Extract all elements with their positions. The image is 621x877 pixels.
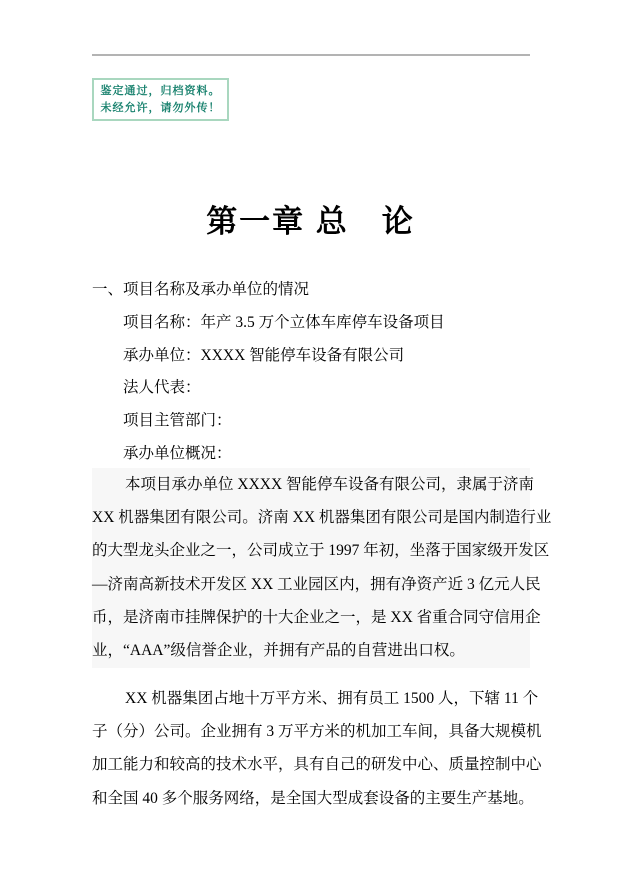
field-undertaker: 承办单位：XXXX 智能停车设备有限公司 [123, 346, 405, 364]
field-competent-department: 项目主管部门： [123, 412, 232, 430]
paragraph-line: XX 机器集团有限公司。济南 XX 机器集团有限公司是国内制造行业 [92, 509, 552, 527]
paragraph-line: 业，“AAA”级信誉企业，并拥有产品的自营进出口权。 [92, 642, 465, 660]
paragraph-line: —济南高新技术开发区 XX 工业园区内，拥有净资产近 3 亿元人民 [92, 575, 541, 593]
chapter-title: 第一章 总 论 [206, 204, 415, 239]
field-project-name: 项目名称：年产 3.5 万个立体车库停车设备项目 [123, 313, 445, 331]
field-undertaker-overview: 承办单位概况： [123, 444, 232, 462]
paragraph-group-overview [92, 682, 542, 815]
paragraph-line: 子（分）公司。企业拥有 3 万平方米的机加工车间，具备大规模机 [92, 723, 542, 741]
paragraph-company-intro [92, 468, 552, 668]
document-body [92, 274, 530, 471]
paragraph-line: 币，是济南市挂牌保护的十大企业之一，是 XX 省重合同守信用企 [92, 608, 541, 626]
section-heading: 一、项目名称及承办单位的情况 [92, 281, 310, 298]
paragraph-line: 的大型龙头企业之一，公司成立于 1997 年初，坐落于国家级开发区 [92, 542, 550, 560]
stamp-text-line-1: 鉴定通过，归档资料。 [100, 85, 221, 97]
paragraph-line: 加工能力和较高的技术水平，具有自己的研发中心、质量控制中心 [92, 756, 542, 774]
paragraph-line: 和全国 40 多个服务网络，是全国大型成套设备的主要生产基地。 [92, 789, 534, 807]
stamp-text-line-2: 未经允许，请勿外传！ [100, 102, 221, 114]
page-header-rule [92, 54, 530, 56]
paragraph-line: XX 机器集团占地十万平方米、拥有员工 1500 人，下辖 11 个 [125, 690, 539, 707]
field-legal-representative: 法人代表： [123, 379, 201, 397]
confidential-stamp [92, 78, 229, 121]
paragraph-line: 本项目承办单位 XXXX 智能停车设备有限公司，隶属于济南 [125, 476, 535, 493]
